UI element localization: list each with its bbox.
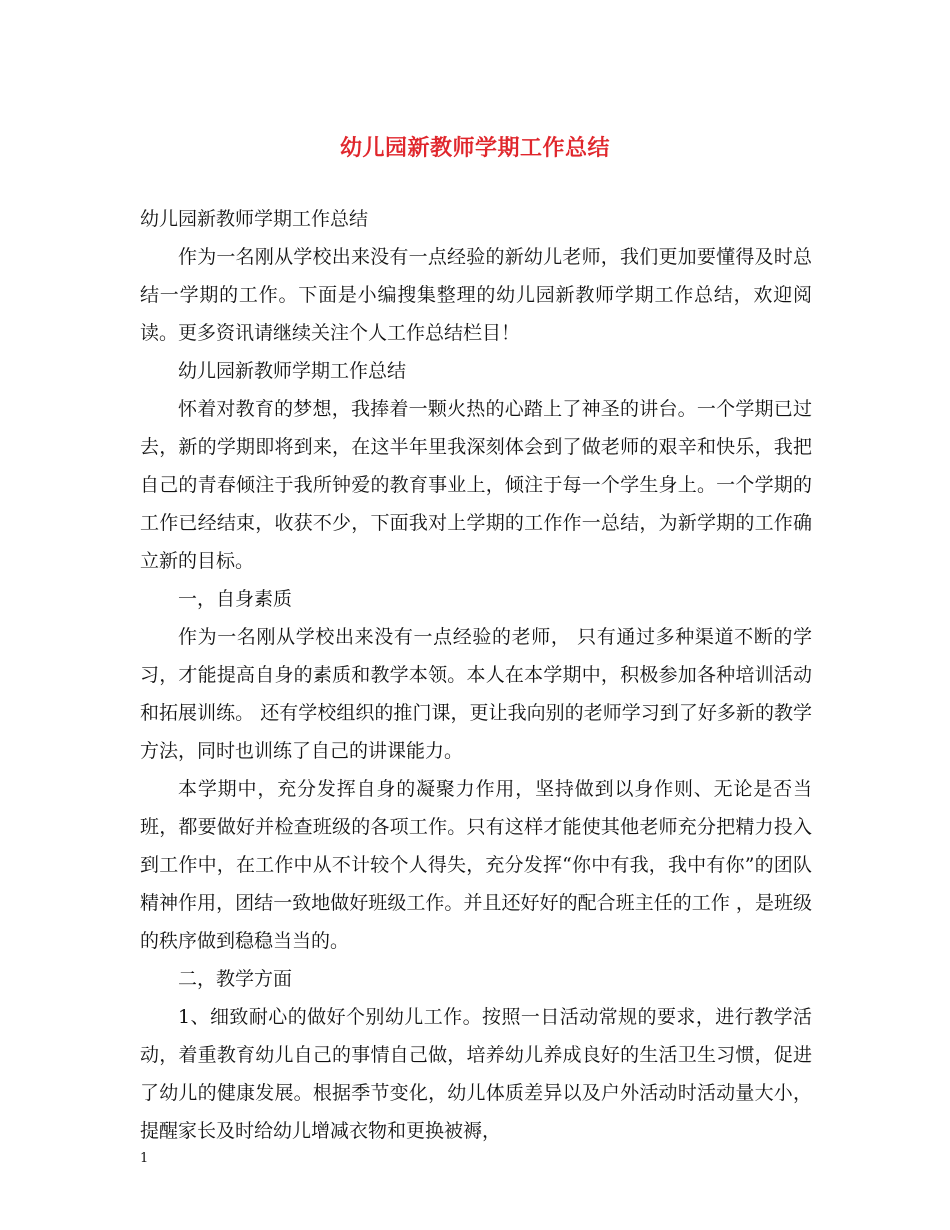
document-body [140, 200, 812, 1150]
section-heading: 二，教学方面 [178, 968, 293, 990]
paragraph: 怀着对教育的梦想，我捧着一颗火热的心踏上了神圣的讲台。一个学期已过去，新的学期即将到来，在这半年里我深刻体会到了做老师的艰辛和快乐，我把自己的青春倾注于我所钟爱的教育事业上，倾注于每一个学生身上。一个学期的工作已经结束，收获不少，下面我对上学期的工作作一总结，为新学期的工作确立新的目标。 [140, 398, 812, 572]
document-title: 幼儿园新教师学期工作总结 [339, 135, 610, 161]
paragraph-heading: 幼儿园新教师学期工作总结 [140, 208, 369, 230]
paragraph: 作为一名刚从学校出来没有一点经验的老师， 只有通过多种渠道不断的学习，才能提高自身的素质和教学本领。本人在本学期中，积极参加各种培训活动和拓展训练。 还有学校组织的推门课，更让我向别的老师学习到了好多新的教学方法，同时也训练了自己的讲课能力。 [140, 626, 812, 762]
paragraph: 幼儿园新教师学期工作总结 [178, 360, 407, 382]
paragraph: 作为一名刚从学校出来没有一点经验的新幼儿老师，我们更加要懂得及时总结一学期的工作。下面是小编搜集整理的幼儿园新教师学期工作总结，欢迎阅读。更多资讯请继续关注个人工作总结栏目！ [140, 246, 812, 344]
paragraph: 本学期中，充分发挥自身的凝聚力作用，坚持做到以身作则、无论是否当班，都要做好并检查班级的各项工作。只有这样才能使其他老师充分把精力投入到工作中，在工作中从不计较个人得失，充分发挥“你中有我，我中有你”的团队精神作用，团结一致地做好班级工作。并且还好好的配合班主任的工作 ，是班级的秩序做到稳稳当当的。 [140, 778, 812, 952]
page-number: 1 [140, 1151, 149, 1166]
section-heading: 一，自身素质 [178, 588, 293, 610]
paragraph: 1、细致耐心的做好个别幼儿工作。按照一日活动常规的要求，进行教学活动，着重教育幼儿自己的事情自己做，培养幼儿养成良好的生活卫生习惯，促进了幼儿的健康发展。根据季节变化，幼儿体质差异以及户外活动时活动量大小，提醒家长及时给幼儿增减衣物和更换被褥， [140, 1006, 812, 1142]
